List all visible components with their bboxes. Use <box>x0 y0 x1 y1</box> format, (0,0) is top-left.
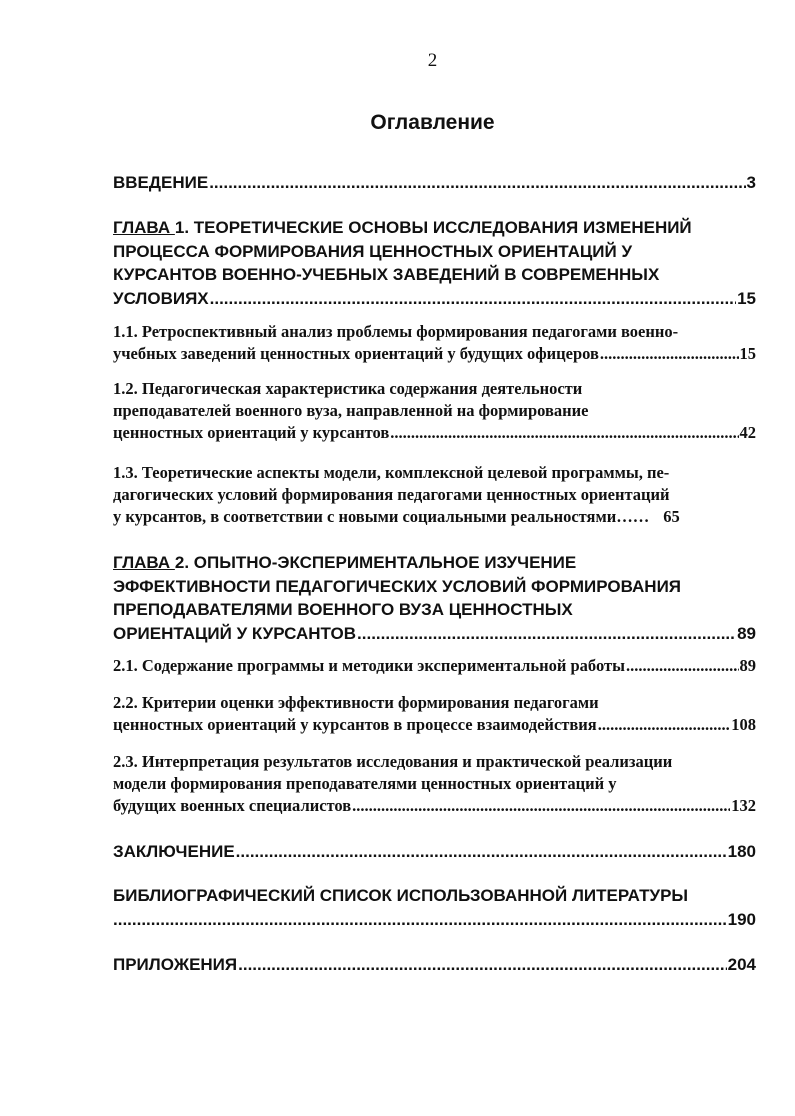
toc-entry-section-1-1[interactable] <box>113 321 756 365</box>
dot-leader <box>390 422 738 444</box>
toc-entry-chapter-1[interactable] <box>113 216 756 310</box>
entry-page: 204 <box>727 955 756 974</box>
entry-label: у курсантов, в соответствии с новыми социальными реальностями…… <box>113 507 650 526</box>
dot-leader <box>236 840 727 864</box>
entry-page: 65 <box>663 507 680 526</box>
entry-page: 3 <box>746 173 756 192</box>
entry-line: ПРЕПОДАВАТЕЛЯМИ ВОЕННОГО ВУЗА ЦЕННОСТНЫХ <box>113 600 573 619</box>
entry-label: будущих военных специалистов <box>113 796 352 815</box>
entry-label: ВВЕДЕНИЕ <box>113 173 209 192</box>
chapter-prefix: ГЛАВА <box>113 553 175 572</box>
entry-page: 15 <box>739 344 756 363</box>
toc-entry-bibliography[interactable] <box>113 884 756 931</box>
entry-label: учебных заведений ценностных ориентаций у будущих офицеров <box>113 344 599 363</box>
chapter-prefix: ГЛАВА <box>113 218 175 237</box>
entry-label: ПРИЛОЖЕНИЯ <box>113 955 238 974</box>
page-number: 2 <box>427 50 438 71</box>
toc-entry-chapter-2[interactable] <box>113 551 756 645</box>
chapter-number: 2 <box>174 553 185 572</box>
toc-title: Оглавление <box>370 111 495 134</box>
entry-line <box>113 506 756 528</box>
entry-page: 89 <box>737 623 756 643</box>
entry-page: 108 <box>731 715 756 734</box>
dot-leader <box>209 171 745 195</box>
dot-leader <box>210 287 736 311</box>
dot-leader <box>238 953 727 977</box>
toc-entry-section-1-3[interactable] <box>113 462 756 528</box>
entry-line: ПРОЦЕССА ФОРМИРОВАНИЯ ЦЕННОСТНЫХ ОРИЕНТАЦИЙ У <box>113 241 633 261</box>
entry-line: преподавателей военного вуза, направленной на формирование <box>113 401 589 420</box>
entry-line <box>113 216 756 240</box>
entry-line: 1.3. Теоретические аспекты модели, комплексной целевой программы, пе- <box>113 463 670 482</box>
entry-line: дагогических условий формирования педагогами ценностных ориентаций <box>113 485 670 504</box>
toc-entry-introduction[interactable] <box>113 171 756 195</box>
toc-entry-section-1-2[interactable] <box>113 378 756 444</box>
toc-entry-section-2-2[interactable] <box>113 692 756 736</box>
dot-leader <box>352 795 730 817</box>
entry-line: 2.2. Критерии оценки эффективности формирования педагогами <box>113 693 599 712</box>
entry-page: 180 <box>727 842 756 861</box>
entry-line: 1.2. Педагогическая характеристика содержания деятельности <box>113 379 583 398</box>
entry-line: 2.3. Интерпретация результатов исследования и практической реализации <box>113 752 673 771</box>
entry-page: 89 <box>739 656 756 675</box>
entry-label: ОРИЕНТАЦИЙ У КУРСАНТОВ <box>113 623 357 643</box>
toc-entry-section-2-1[interactable] <box>113 655 756 677</box>
toc-entry-conclusion[interactable] <box>113 840 756 864</box>
entry-text: . ОПЫТНО-ЭКСПЕРИМЕНТАЛЬНОЕ ИЗУЧЕНИЕ <box>184 553 577 572</box>
entry-text: . ТЕОРЕТИЧЕСКИЕ ОСНОВЫ ИССЛЕДОВАНИЯ ИЗМЕНЕНИЙ <box>184 218 692 237</box>
entry-page: 15 <box>737 288 756 308</box>
entry-line: ЭФФЕКТИВНОСТИ ПЕДАГОГИЧЕСКИХ УСЛОВИЙ ФОРМИРОВАНИЯ <box>113 576 682 596</box>
entry-label: ЗАКЛЮЧЕНИЕ <box>113 842 235 861</box>
entry-page: 190 <box>727 909 756 929</box>
entry-line: БИБЛИОГРАФИЧЕСКИЙ СПИСОК ИСПОЛЬЗОВАННОЙ ЛИТЕРАТУРЫ <box>113 886 689 905</box>
chapter-number: 1 <box>174 218 185 237</box>
entry-line: модели формирования преподавателями ценностных ориентаций у <box>113 774 617 793</box>
entry-label: УСЛОВИЯХ <box>113 288 209 308</box>
entry-line: КУРСАНТОВ ВОЕННО-УЧЕБНЫХ ЗАВЕДЕНИЙ В СОВРЕМЕННЫХ <box>113 265 660 284</box>
toc-entry-section-2-3[interactable] <box>113 751 756 817</box>
dot-leader <box>113 908 727 932</box>
entry-label: ценностных ориентаций у курсантов <box>113 423 390 442</box>
entry-line <box>113 551 756 575</box>
dot-leader <box>598 714 731 736</box>
entry-page: 42 <box>739 423 756 442</box>
entry-line: 1.1. Ретроспективный анализ проблемы формирования педагогами военно- <box>113 322 679 341</box>
entry-label: ценностных ориентаций у курсантов в процессе взаимодействия <box>113 715 597 734</box>
dot-leader <box>626 655 739 677</box>
entry-label: 2.1. Содержание программы и методики экспериментальной работы <box>113 656 625 675</box>
dot-leader <box>357 622 736 646</box>
dot-leader <box>600 343 739 365</box>
entry-page: 132 <box>731 796 756 815</box>
toc-entry-appendices[interactable] <box>113 953 756 977</box>
